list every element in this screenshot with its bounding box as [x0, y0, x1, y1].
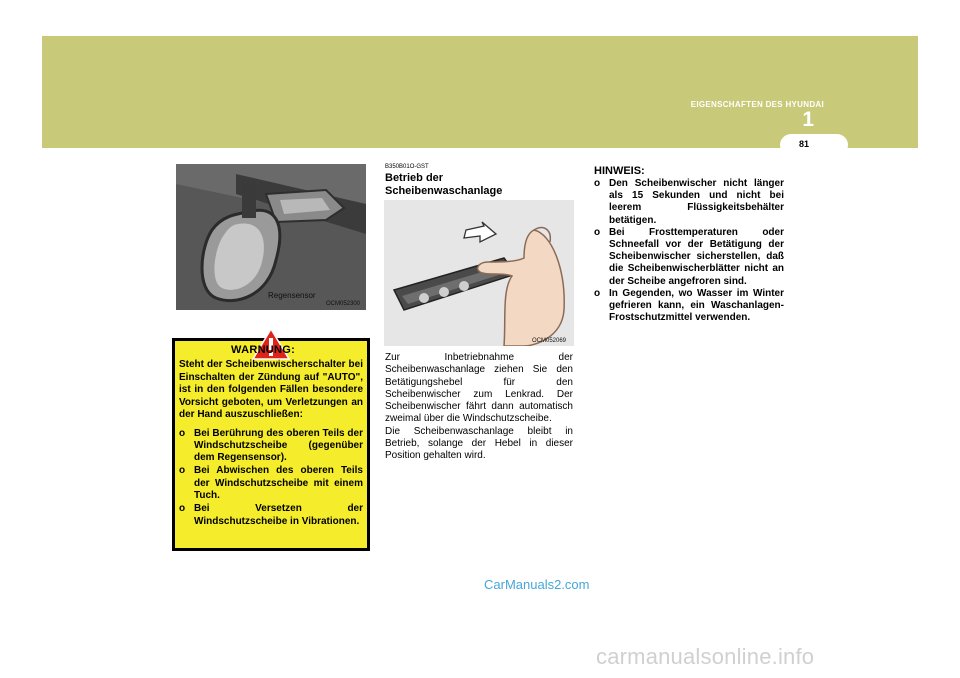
warning-item [179, 465, 363, 502]
rain-sensor-figure-code: OCM052300 [326, 301, 361, 307]
rain-sensor-illustration [176, 164, 366, 310]
bullet: o [594, 226, 601, 238]
warning-item-text: Bei Versetzen der Windschutzscheibe in Vibrationen. [194, 503, 363, 527]
warning-box [172, 338, 370, 551]
header-band [42, 36, 918, 148]
wiper-lever-photo [384, 200, 574, 346]
note-list [594, 178, 784, 324]
note-item-text: In Gegenden, wo Wasser im Winter gefrieren kann, ein Waschanlagen-Frostschutzmittel verwenden. [609, 287, 784, 324]
section-title-line2: Scheibenwaschanlage [385, 185, 503, 197]
section-paragraph-2: Die Scheibenwaschanlage bleibt in Betrieb, solange der Hebel in dieser Position gehalten wird. [385, 425, 573, 462]
wiper-lever-illustration [384, 200, 574, 346]
bullet: o [594, 287, 601, 299]
warning-intro: Steht der Scheibenwischerschalter bei Einschalten der Zündung auf "AUTO", ist in den folgenden Fällen besondere Vorsicht geboten, um Verletzungen an der Hand auszuschließen: [179, 359, 363, 420]
bullet: o [179, 465, 186, 477]
note-item [594, 288, 784, 325]
note-item [594, 178, 784, 227]
bullet: o [594, 178, 601, 189]
note-item-text: Den Scheibenwischer nicht länger als 15 Sekunden und nicht bei leerem Flüssigkeitsbehälter betätigen. [609, 178, 784, 226]
warning-title: WARNUNG: [231, 344, 296, 356]
section-code: B350B01O-GST [385, 164, 429, 170]
rain-sensor-photo [176, 164, 366, 310]
warning-item-text: Bei Abwischen des oberen Teils der Windschutzscheibe mit einem Tuch. [194, 465, 363, 501]
chapter-title: EIGENSCHAFTEN DES HYUNDAI [690, 100, 824, 109]
watermark-carmanuals2[interactable]: CarManuals2.com [484, 577, 590, 592]
chapter-number: 1 [802, 108, 814, 131]
page-number: 81 [798, 139, 809, 149]
warning-list [179, 428, 363, 528]
bullet: o [179, 503, 186, 515]
section-title-line1: Betrieb der [385, 172, 444, 184]
warning-item [179, 503, 363, 528]
rain-sensor-caption: Regensensor [268, 291, 316, 300]
note-item-text: Bei Frosttemperaturen oder Schneefall vor der Betätigung der Scheibenwischer sicherstellen, daß die Scheibenwischerblätter nicht an der Scheibe angefroren sind. [609, 226, 784, 287]
wiper-lever-figure-code: OCM052069 [532, 338, 567, 344]
bullet: o [179, 427, 186, 439]
note-title: HINWEIS: [594, 165, 645, 177]
section-title [385, 172, 502, 198]
section-paragraph-1: Zur Inbetriebnahme der Scheibenwaschanlage ziehen Sie den Betätigungshebel für den Scheibenwischer zum Lenkrad. Der Scheibenwischer fährt dann automatisch zweimal über die Windschutzscheibe. [385, 352, 573, 425]
watermark-carmanualsonline[interactable]: carmanualsonline.info [596, 644, 815, 669]
warning-item-text: Bei Berührung des oberen Teils der Windschutzscheibe (gegenüber dem Regensensor). [194, 427, 363, 464]
note-item [594, 227, 784, 288]
warning-item [179, 428, 363, 465]
section-body [385, 352, 573, 463]
